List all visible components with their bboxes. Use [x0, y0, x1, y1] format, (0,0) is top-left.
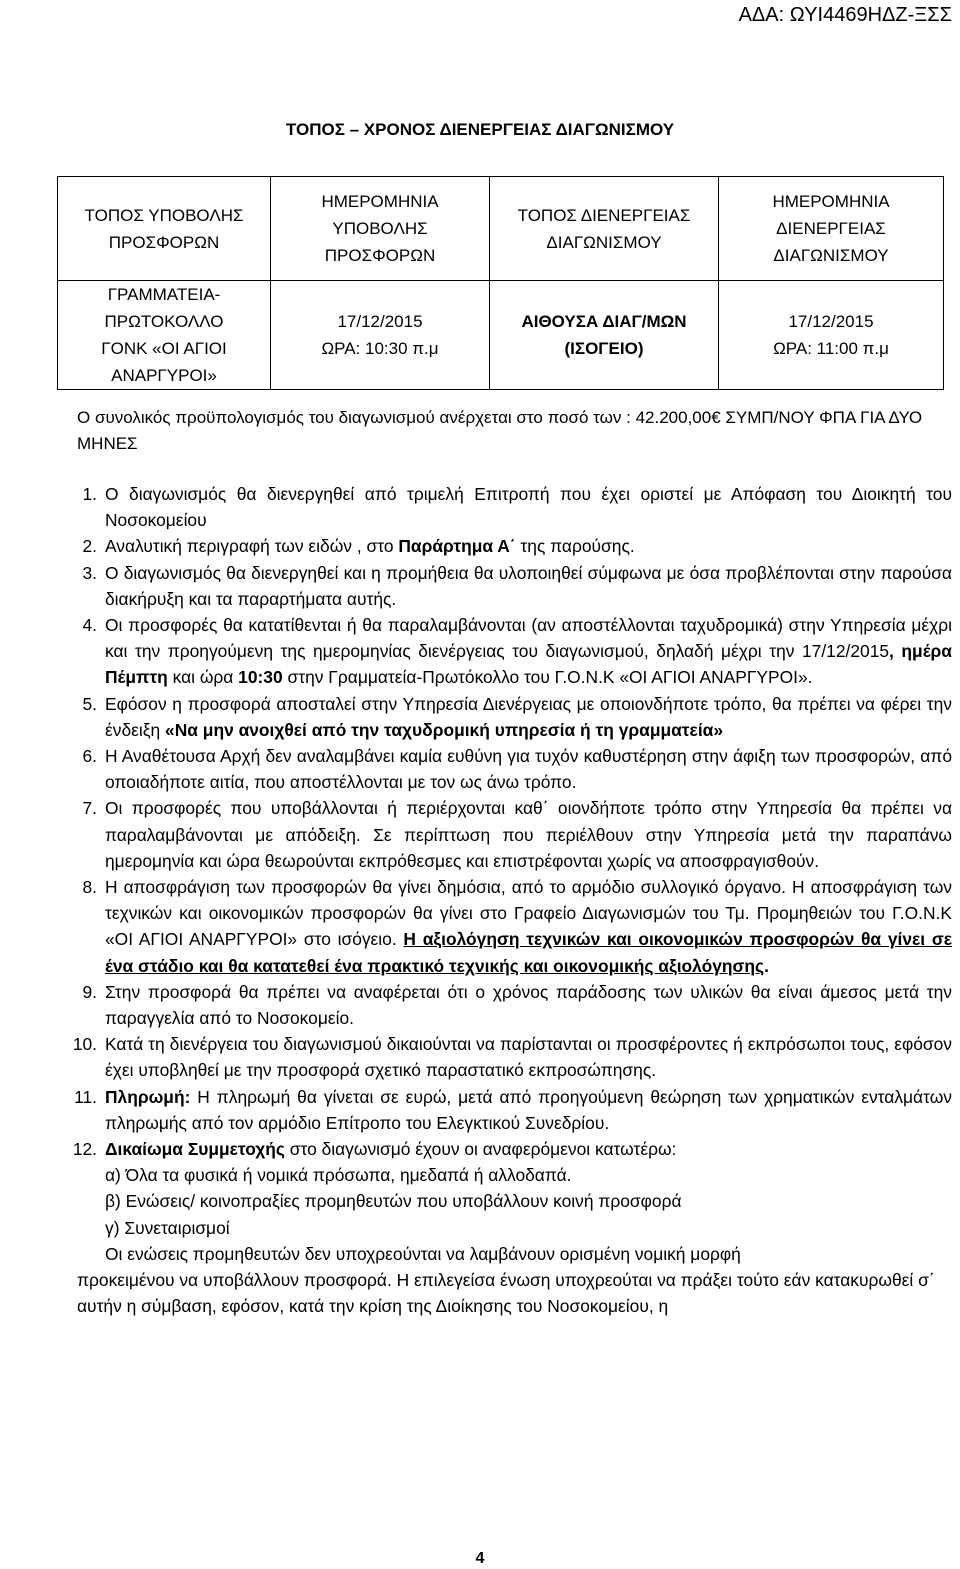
item-text: Κατά τη διενέργεια του διαγωνισμού δικαιούνται να παρίστανται οι προσφέροντες ή εκπρόσωποι τους, εφόσον έχει υποβληθεί με την προσφορά σχετικό παραστατικό εκπροσώπησης.: [105, 1034, 952, 1081]
item-number: 5.: [82, 693, 97, 714]
item-text: Εφόσον η προσφορά αποσταλεί στην Υπηρεσία Διενέργειας με οποιονδήποτε τρόπο, θα πρέπει να φέρει την ένδειξη: [105, 693, 952, 740]
item-text-bold: Δικαίωμα Συμμετοχής: [105, 1139, 285, 1160]
item-text-bold: Παράρτημα Α΄: [398, 536, 516, 557]
item-text: και ώρα: [167, 667, 239, 688]
list-item: [0, 795, 960, 874]
item-text: Αναλυτική περιγραφή των ειδών , στο: [105, 536, 399, 557]
list-item: [0, 1031, 960, 1083]
sub-item: γ) Συνεταιρισμοί: [105, 1217, 230, 1238]
list-item: [0, 533, 960, 559]
table-cell: 17/12/2015 ΩΡΑ: 10:30 π.μ: [271, 281, 490, 390]
item-text-bold: «Να μην ανοιχθεί από την ταχυδρομική υπηρεσία ή τη γραμματεία»: [165, 719, 724, 740]
closing-first-line: Οι ενώσεις προμηθευτών δεν υποχρεούνται να λαμβάνουν ορισμένη νομική μορφή: [105, 1243, 741, 1264]
item-text: Οι προσφορές που υποβάλλονται ή περιέρχονται καθ΄ οιονδήποτε τρόπο στην Υπηρεσία θα πρέπει να παραλαμβάνονται με απόδειξη. Σε περίπτωση που περιέλθουν στην Υπηρεσία μετά την παραπάνω ημερομηνία και ώρα θεωρούνται εκπρόθεσμες και επιστρέφονται χωρίς να αποσφραγισθούν.: [105, 798, 952, 871]
item-number: 10.: [72, 1034, 97, 1055]
table-header-cell: ΤΟΠΟΣ ΥΠΟΒΟΛΗΣ ΠΡΟΣΦΟΡΩΝ: [58, 177, 271, 281]
item-number: 9.: [82, 981, 97, 1002]
table-header-row: [58, 177, 944, 281]
item-number: 6.: [82, 746, 97, 767]
sub-item: α) Όλα τα φυσικά ή νομικά πρόσωπα, ημεδαπά ή αλλοδαπά.: [105, 1165, 572, 1186]
list-item: [0, 691, 960, 743]
item-number: 11.: [74, 1086, 97, 1107]
item-number: 8.: [82, 877, 97, 898]
list-item: [0, 743, 960, 795]
budget-paragraph: Ο συνολικός προϋπολογισμός του διαγωνισμού ανέρχεται στο ποσό των : 42.200,00€ ΣΥΜΠ/ΝΟΥ ΦΠΑ ΓΙΑ ΔΥΟ ΜΗΝΕΣ: [77, 408, 923, 453]
item-text: στην Γραμματεία-Πρωτόκολλο του Γ.Ο.Ν.Κ «ΟΙ ΑΓΙΟΙ ΑΝΑΡΓΥΡΟΙ».: [282, 667, 813, 688]
table-cell: 17/12/2015 ΩΡΑ: 11:00 π.μ: [719, 281, 944, 390]
table-header-cell: ΤΟΠΟΣ ΔΙΕΝΕΡΓΕΙΑΣ ΔΙΑΓΩΝΙΣΜΟΥ: [490, 177, 719, 281]
closing-paragraph: [0, 1241, 960, 1320]
table-row: [58, 281, 944, 390]
item-text: Οι προσφορές θα κατατίθενται ή θα παραλαμβάνονται (αν αποστέλλονται ταχυδρομικά) στην Υπηρεσία μέχρι και την προηγούμενη της ημερομηνίας διενέργειας του διαγωνισμού, δηλαδή μέχρι την 17/12/2015: [105, 615, 952, 662]
item-number: 12.: [72, 1139, 97, 1160]
terms-list: [0, 481, 960, 1320]
ada-code: ΑΔΑ: ΩΥΙ4469ΗΔΖ-ΞΣΣ: [738, 4, 952, 26]
item-text-bold: 10:30: [238, 667, 283, 688]
list-item: [0, 612, 960, 691]
table-header-cell: ΗΜΕΡΟΜΗΝΙΑ ΥΠΟΒΟΛΗΣ ΠΡΟΣΦΟΡΩΝ: [271, 177, 490, 281]
item-text: Στην προσφορά θα πρέπει να αναφέρεται ότι ο χρόνος παράδοσης των υλικών θα είναι άμεσος μετά την παραγγελία από το Νοσοκομείο.: [105, 981, 952, 1029]
item-number: 7.: [82, 798, 97, 819]
item-number: 3.: [82, 562, 97, 583]
item-text-bold: Πληρωμή:: [105, 1086, 191, 1107]
item-text: .: [764, 955, 769, 976]
item-text-underlined: Η αξιολόγηση τεχνικών και οικονομικών προσφορών θα γίνει σε ένα στάδιο και θα κατατεθεί ένα πρακτικό τεχνικής και οικονομικής αξιολόγησης: [105, 929, 952, 976]
list-item: [0, 979, 960, 1031]
item-text: της παρούσης.: [515, 536, 635, 557]
list-item: [0, 1084, 960, 1136]
schedule-table: [57, 176, 944, 390]
table-cell: ΓΡΑΜΜΑΤΕΙΑ-ΠΡΩΤΟΚΟΛΛΟ ΓΟΝΚ «ΟΙ ΑΓΙΟΙ ΑΝΑΡΓΥΡΟΙ»: [58, 281, 271, 390]
list-item: [0, 560, 960, 612]
item-text: Η πληρωμή θα γίνεται σε ευρώ, μετά από προηγούμενη θεώρηση των χρηματικών ενταλμάτων πληρωμής από τον αρμόδιο Επίτροπο του Ελεγκτικού Συνεδρίου.: [105, 1086, 952, 1133]
item-text: Η Αναθέτουσα Αρχή δεν αναλαμβάνει καμία ευθύνη για τυχόν καθυστέρηση στην άφιξη των προσφορών, από οποιαδήποτε αιτία, που αποστέλλονται με τον ως άνω τρόπο.: [105, 746, 952, 793]
item-number: 2.: [82, 536, 97, 557]
page-number: 4: [475, 1550, 485, 1567]
closing-text: προκειμένου να υποβάλλουν προσφορά. Η επιλεγείσα ένωση υποχρεούται να πράξει τούτο εάν κατακυρωθεί σ΄ αυτήν η σύμβαση, εφόσον, κατά την κρίση της Διοίκησης του Νοσοκομείου, η: [77, 1270, 935, 1317]
item-number: 1.: [82, 484, 97, 504]
table-header-cell: ΗΜΕΡΟΜΗΝΙΑ ΔΙΕΝΕΡΓΕΙΑΣ ΔΙΑΓΩΝΙΣΜΟΥ: [719, 177, 944, 281]
item-number: 4.: [82, 615, 97, 636]
list-item: [0, 481, 960, 533]
item-text: Ο διαγωνισμός θα διενεργηθεί από τριμελή Επιτροπή που έχει οριστεί με Απόφαση του Διοικητή του Νοσοκομείου: [105, 484, 952, 531]
list-item: [0, 874, 960, 979]
list-item: [0, 1136, 960, 1162]
item-text: στο διαγωνισμό έχουν οι αναφερόμενοι κατωτέρω:: [284, 1139, 677, 1160]
item-text: Η αποσφράγιση των προσφορών θα γίνει δημόσια, από το αρμόδιο συλλογικό όργανο. Η αποσφράγιση των τεχνικών και οικονομικών προσφορών θα γίνει στο Γραφείο Διαγωνισμών του Τμ. Προμηθειών του Γ.Ο.Ν.Κ «ΟΙ ΑΓΙΟΙ ΑΝΑΡΓΥΡΟΙ» στο ισόγειο.: [105, 877, 952, 950]
item-text: Ο διαγωνισμός θα διενεργηθεί και η προμήθεια θα υλοποιηθεί σύμφωνα με όσα προβλέπονται στην παρούσα διακήρυξη και τα παραρτήματα αυτής.: [105, 562, 952, 609]
sub-item: β) Ενώσεις/ κοινοπραξίες προμηθευτών που υποβάλλουν κοινή προσφορά: [105, 1191, 682, 1212]
table-cell: ΑΙΘΟΥΣΑ ΔΙΑΓ/ΜΩΝ (ΙΣΟΓΕΙΟ): [490, 281, 719, 390]
item-text-bold: , ημέρα Πέμπτη: [105, 641, 952, 688]
page-title: ΤΟΠΟΣ – ΧΡΟΝΟΣ ΔΙΕΝΕΡΓΕΙΑΣ ΔΙΑΓΩΝΙΣΜΟΥ: [285, 120, 675, 139]
